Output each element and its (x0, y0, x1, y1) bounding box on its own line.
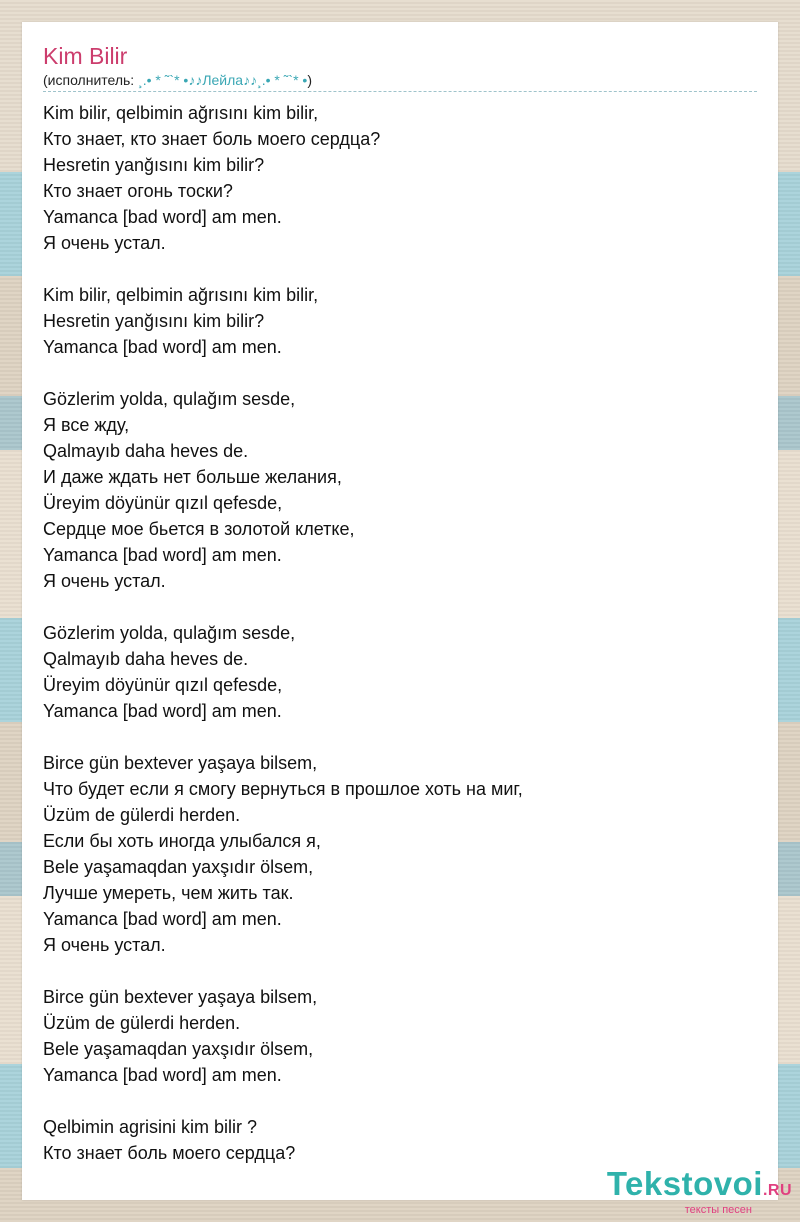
lyric-line: Лучше умереть, чем жить так. (43, 883, 294, 903)
lyric-line: Yamanca [bad word] am men. (43, 337, 282, 357)
lyric-line: Yamanca [bad word] am men. (43, 1065, 282, 1085)
lyric-line: Кто знает боль моего сердца? (43, 1143, 296, 1163)
lyrics-card (22, 22, 778, 1200)
lyric-line: Bele yaşamaqdan yaxşıdır ölsem, (43, 1039, 314, 1059)
logo-tld: .RU (762, 1182, 792, 1199)
lyric-line: Кто знает, кто знает боль моего сердца? (43, 129, 381, 149)
lyric-line: Я очень устал. (43, 233, 166, 253)
lyric-line: Kim bilir, qelbimin ağrısını kim bilir, (43, 103, 319, 123)
site-logo[interactable] (607, 1167, 792, 1216)
lyric-line: Qalmayıb daha heves de. (43, 649, 249, 669)
lyric-blank-line (43, 958, 757, 984)
lyric-line: Yamanca [bad word] am men. (43, 701, 282, 721)
lyric-line: Yamanca [bad word] am men. (43, 207, 282, 227)
artist-link[interactable]: ¸.• * ˜`* •♪♪Лейла♪♪¸.• * ˜`* • (138, 72, 308, 88)
lyric-blank-line (43, 1088, 757, 1114)
artist-prefix: (исполнитель: (43, 72, 139, 88)
lyric-line: Kim bilir, qelbimin ağrısını kim bilir, (43, 285, 319, 305)
lyric-line: Birce gün bextever yaşaya bilsem, (43, 753, 318, 773)
song-title: Kim Bilir (43, 43, 128, 69)
lyric-line: Hesretin yanğısını kim bilir? (43, 311, 265, 331)
lyric-line: Üzüm de gülerdi herden. (43, 1013, 241, 1033)
lyric-line: Qelbimin agrisini kim bilir ? (43, 1117, 258, 1137)
lyric-line: И даже ждать нет больше желания, (43, 467, 342, 487)
artist-line (43, 70, 757, 92)
lyric-line: Gözlerim yolda, qulağım sesde, (43, 389, 296, 409)
lyric-line: Üreyim döyünür qızıl qefesde, (43, 675, 283, 695)
lyric-line: Bele yaşamaqdan yaxşıdır ölsem, (43, 857, 314, 877)
lyric-line: Yamanca [bad word] am men. (43, 909, 282, 929)
lyric-line: Я очень устал. (43, 935, 166, 955)
lyric-line: Что будет если я смогу вернуться в прошлое хоть на миг, (43, 779, 523, 799)
lyric-line: Gözlerim yolda, qulağım sesde, (43, 623, 296, 643)
lyric-line: Если бы хоть иногда улыбался я, (43, 831, 321, 851)
lyric-line: Я все жду, (43, 415, 130, 435)
lyric-line: Сердце мое бьется в золотой клетке, (43, 519, 355, 539)
lyric-line: Birce gün bextever yaşaya bilsem, (43, 987, 318, 1007)
lyric-blank-line (43, 594, 757, 620)
lyric-line: Кто знает огонь тоски? (43, 181, 233, 201)
lyric-line: Qalmayıb daha heves de. (43, 441, 249, 461)
artist-suffix: ) (307, 72, 313, 88)
lyric-blank-line (43, 724, 757, 750)
logo-name: Tekstovoi (606, 1165, 763, 1202)
lyric-line: Üzüm de gülerdi herden. (43, 805, 241, 825)
lyrics-body (43, 100, 757, 1166)
lyric-blank-line (43, 256, 757, 282)
lyric-line: Hesretin yanğısını kim bilir? (43, 155, 265, 175)
lyric-line: Üreyim döyünür qızıl qefesde, (43, 493, 283, 513)
lyric-blank-line (43, 360, 757, 386)
lyric-line: Я очень устал. (43, 571, 166, 591)
lyric-line: Yamanca [bad word] am men. (43, 545, 282, 565)
logo-tagline: тексты песен (684, 1204, 752, 1216)
